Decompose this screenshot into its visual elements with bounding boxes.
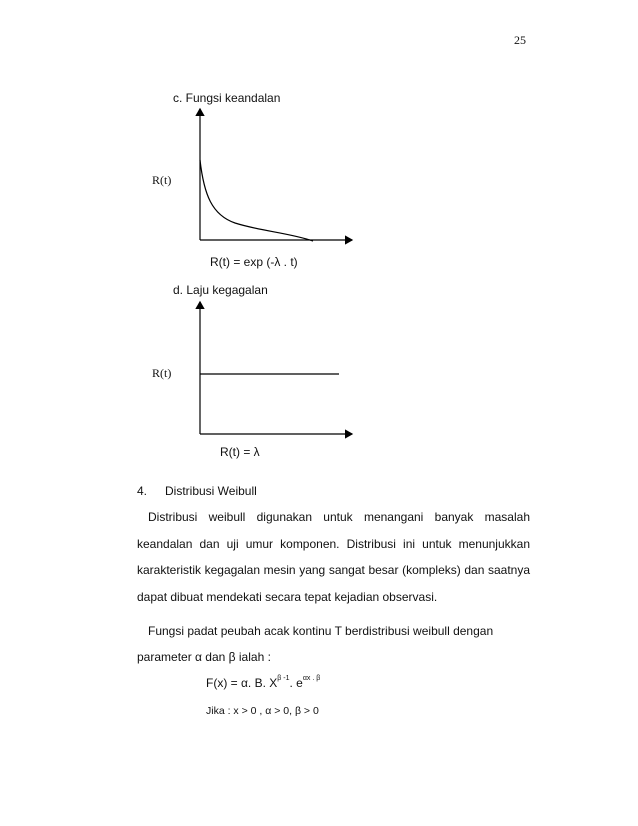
figure-d-y-label: R(t) <box>152 366 172 380</box>
formula-exp-base: . e <box>289 676 303 690</box>
figure-c-formula: R(t) = exp (-λ . t) <box>210 255 298 269</box>
section-title: Distribusi Weibull <box>165 484 257 498</box>
paragraph-line: dapat dibuat mendekati secara tepat kejadian observasi. <box>137 589 438 604</box>
formula-exponent-beta: β -1 <box>277 675 290 682</box>
page-number: 25 <box>514 33 526 47</box>
formula-exponent-alpha: αx . β <box>302 675 321 682</box>
paragraph-weibull-intro <box>137 504 530 610</box>
paragraph-line: karakteristik kegagalan mesin yang sangat besar (kompleks) dan saatnya <box>137 563 530 577</box>
formula-condition: Jika : x > 0 , α > 0, β > 0 <box>206 705 319 717</box>
failure-rate-graph <box>190 298 360 443</box>
reliability-graph <box>190 105 360 250</box>
section-number: 4. <box>137 484 148 498</box>
paragraph-line: keandalan dan uji umur komponen. Distribusi ini untuk menunjukkan <box>137 536 530 551</box>
formula-main: F(x) = α. Β. X <box>206 676 278 690</box>
weibull-formula <box>206 676 320 690</box>
figure-c-y-label: R(t) <box>152 173 172 187</box>
figure-c-caption: c. Fungsi keandalan <box>173 91 281 105</box>
figure-d-formula: R(t) = λ <box>220 445 260 459</box>
decay-curve <box>200 160 313 241</box>
paragraph-line: Distribusi weibull digunakan untuk menangani banyak masalah <box>148 510 530 524</box>
paragraph-line: parameter α dan β ialah : <box>137 650 271 664</box>
figure-d-caption: d. Laju kegagalan <box>173 283 268 297</box>
paragraph-line: Fungsi padat peubah acak kontinu T berdistribusi weibull dengan <box>148 624 494 638</box>
